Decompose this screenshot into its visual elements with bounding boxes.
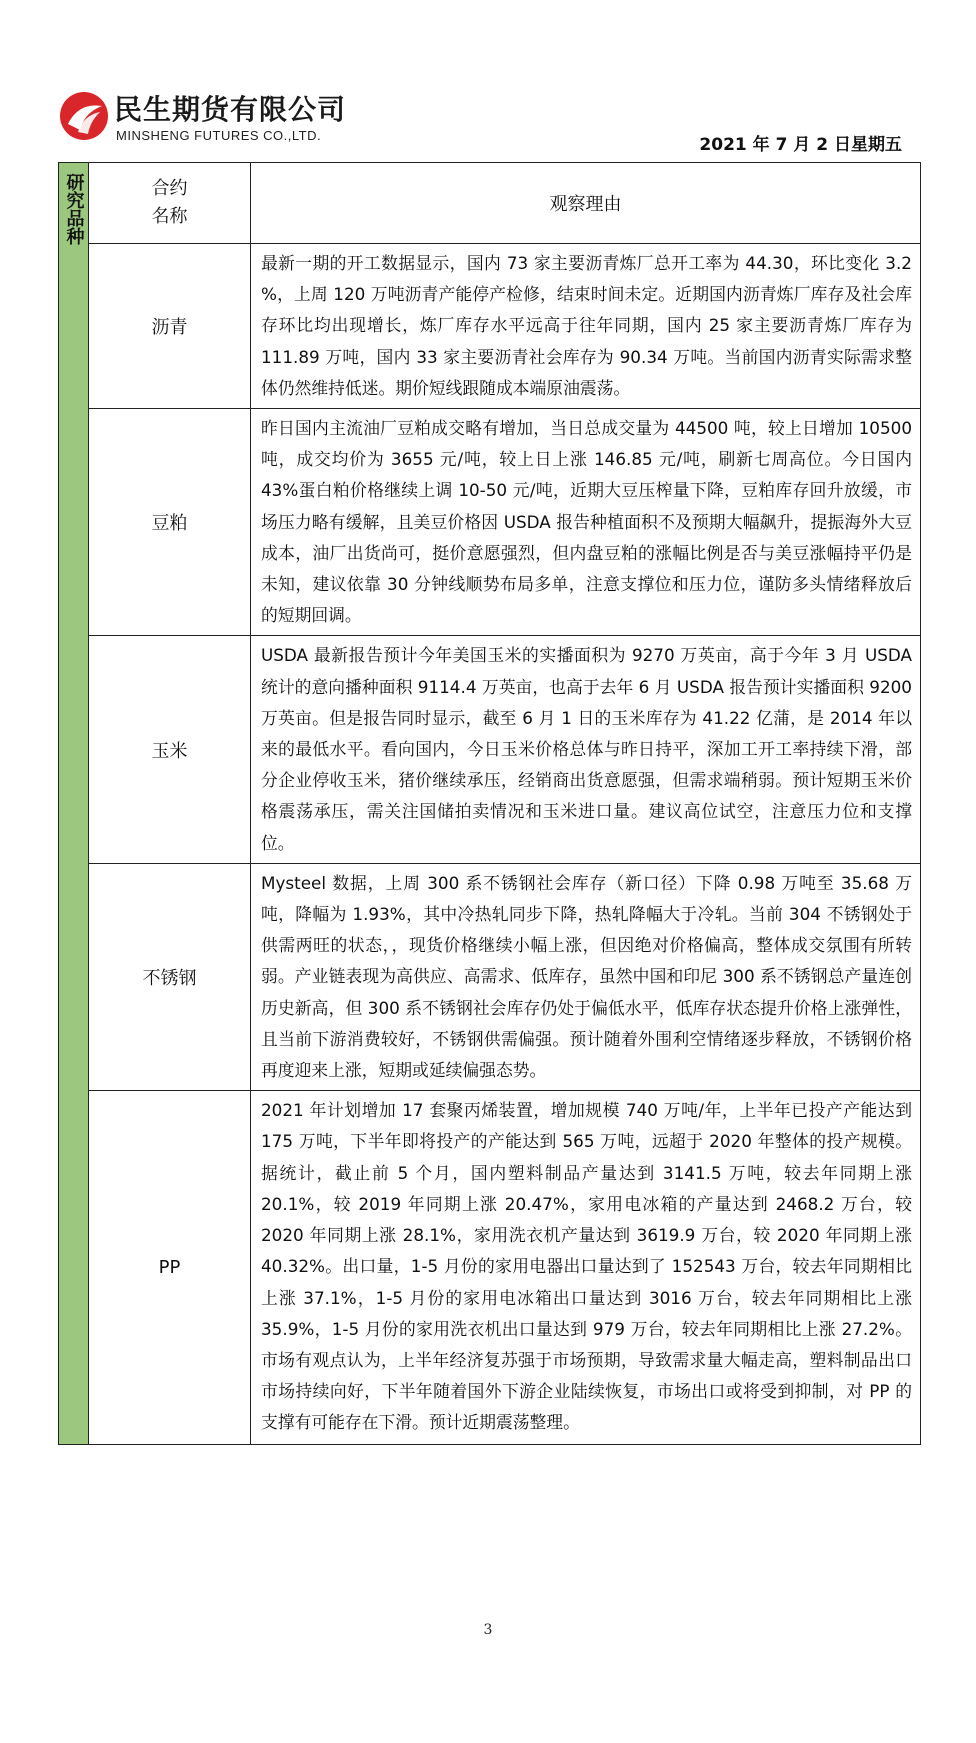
side-label-cell — [59, 163, 89, 1445]
table-row — [59, 1091, 921, 1445]
page-header — [58, 84, 928, 154]
row-reason: 2021 年计划增加 17 套聚丙烯装置，增加规模 740 万吨/年，上半年已投产产能达到 175 万吨，下半年即将投产的产能达到 565 万吨，远超于 2020 年整体的投产规模。据统计，截止前 5 个月，国内塑料制品产量达到 3141.5 万吨，较去年同期上涨 20.1%，较 2019 年同期上涨 20.47%，家用电冰箱的产量达到 2468.2 万台，较 2020 年同期上涨 28.1%，家用洗衣机产量达到 3619.9 万台，较 2020 年同期上涨 40.32%。出口量，1-5 月份的家用电器出口量达到了 152543 万台，较去年同期相比上涨 37.1%，1-5 月份的家用电冰箱出口量达到 3016 万台，较去年同期相比上涨 35.9%，1-5 月份的家用洗衣机出口量达到 979 万台，较去年同期相比上涨 27.2%。市场有观点认为，上半年经济复苏强于市场预期，导致需求量大幅走高，塑料制品出口市场持续向好，下半年随着国外下游企业陆续恢复，市场出口或将受到抑制，对 PP 的支撑有可能存在下滑。预计近期震荡整理。 — [251, 1091, 921, 1445]
row-name: 不锈钢 — [89, 863, 251, 1090]
table-header-row — [59, 163, 921, 244]
table-row — [59, 863, 921, 1090]
row-name: PP — [89, 1091, 251, 1445]
row-name: 玉米 — [89, 636, 251, 863]
header-reason: 观察理由 — [251, 163, 921, 244]
page-number: 3 — [483, 1622, 493, 1638]
row-reason: Mysteel 数据，上周 300 系不锈钢社会库存（新口径）下降 0.98 万吨至 35.68 万吨，降幅为 1.93%，其中冷热轧同步下降，热轧降幅大于冷轧。当前 304 不锈钢处于供需两旺的状态，，现货价格继续小幅上涨，但因绝对价格偏高，整体成交氛围有所转弱。产业链表现为高供应、高需求、低库存，虽然中国和印尼 300 系不锈钢总产量连创历史新高，但 300 系不锈钢社会库存仍处于偏低水平，低库存状态提升价格上涨弹性，且当前下游消费较好，不锈钢供需偏强。预计随着外围利空情绪逐步释放，不锈钢价格再度迎来上涨，短期或延续偏强态势。 — [251, 863, 921, 1090]
header-contract-line2: 名称 — [151, 206, 188, 227]
row-reason: USDA 最新报告预计今年美国玉米的实播面积为 9270 万英亩，高于今年 3 月 USDA 统计的意向播种面积 9114.4 万英亩，也高于去年 6 月 USDA 报告预计实播面积 9200 万英亩。但是报告同时显示，截至 6 月 1 日的玉米库存为 41.22 亿蒲，是 2014 年以来的最低水平。看向国内，今日玉米价格总体与昨日持平，深加工开工率持续下滑，部分企业停收玉米，猪价继续承压，经销商出货意愿强，但需求端稍弱。预计短期玉米价格震荡承压，需关注国储拍卖情况和玉米进口量。建议高位试空，注意压力位和支撑位。 — [251, 636, 921, 863]
company-name-en: MINSHENG FUTURES CO.,LTD. — [116, 128, 322, 143]
table-row — [59, 244, 921, 409]
report-date: 2021 年 7 月 2 日星期五 — [699, 135, 902, 155]
header-contract-name — [89, 163, 251, 244]
row-reason: 最新一期的开工数据显示，国内 73 家主要沥青炼厂总开工率为 44.30，环比变化 3.2 %，上周 120 万吨沥青产能停产检修，结束时间未定。近期国内沥青炼厂库存及社会库存环比均出现增长，炼厂库存水平远高于往年同期，国内 25 家主要沥青炼厂库存为 111.89 万吨，国内 33 家主要沥青社会库存为 90.34 万吨。当前国内沥青实际需求整体仍然维持低迷。期价短线跟随成本端原油震荡。 — [251, 244, 921, 409]
row-name: 沥青 — [89, 244, 251, 409]
row-name: 豆粕 — [89, 409, 251, 636]
row-reason: 昨日国内主流油厂豆粕成交略有增加，当日总成交量为 44500 吨，较上日增加 10500 吨，成交均价为 3655 元/吨，较上日上涨 146.85 元/吨，刷新七周高位。今日国内 43%蛋白粕价格继续上调 10-50 元/吨，近期大豆压榨量下降，豆粕库存回升放缓，市场压力略有缓解，且美豆价格因 USDA 报告种植面积不及预期大幅飙升，提振海外大豆成本，油厂出货尚可，挺价意愿强烈，但内盘豆粕的涨幅比例是否与美豆涨幅持平仍是未知，建议依靠 30 分钟线顺势布局多单，注意支撑位和压力位，谨防多头情绪释放后的短期回调。 — [251, 409, 921, 636]
company-name-cn: 民生期货有限公司 — [114, 93, 347, 126]
research-table — [58, 162, 921, 1445]
side-label: 研究品种 — [63, 173, 85, 245]
header-contract-line1: 合约 — [151, 178, 188, 199]
table-row — [59, 636, 921, 863]
table-row — [59, 409, 921, 636]
company-logo — [58, 84, 358, 154]
minsheng-logo-icon — [58, 90, 110, 142]
